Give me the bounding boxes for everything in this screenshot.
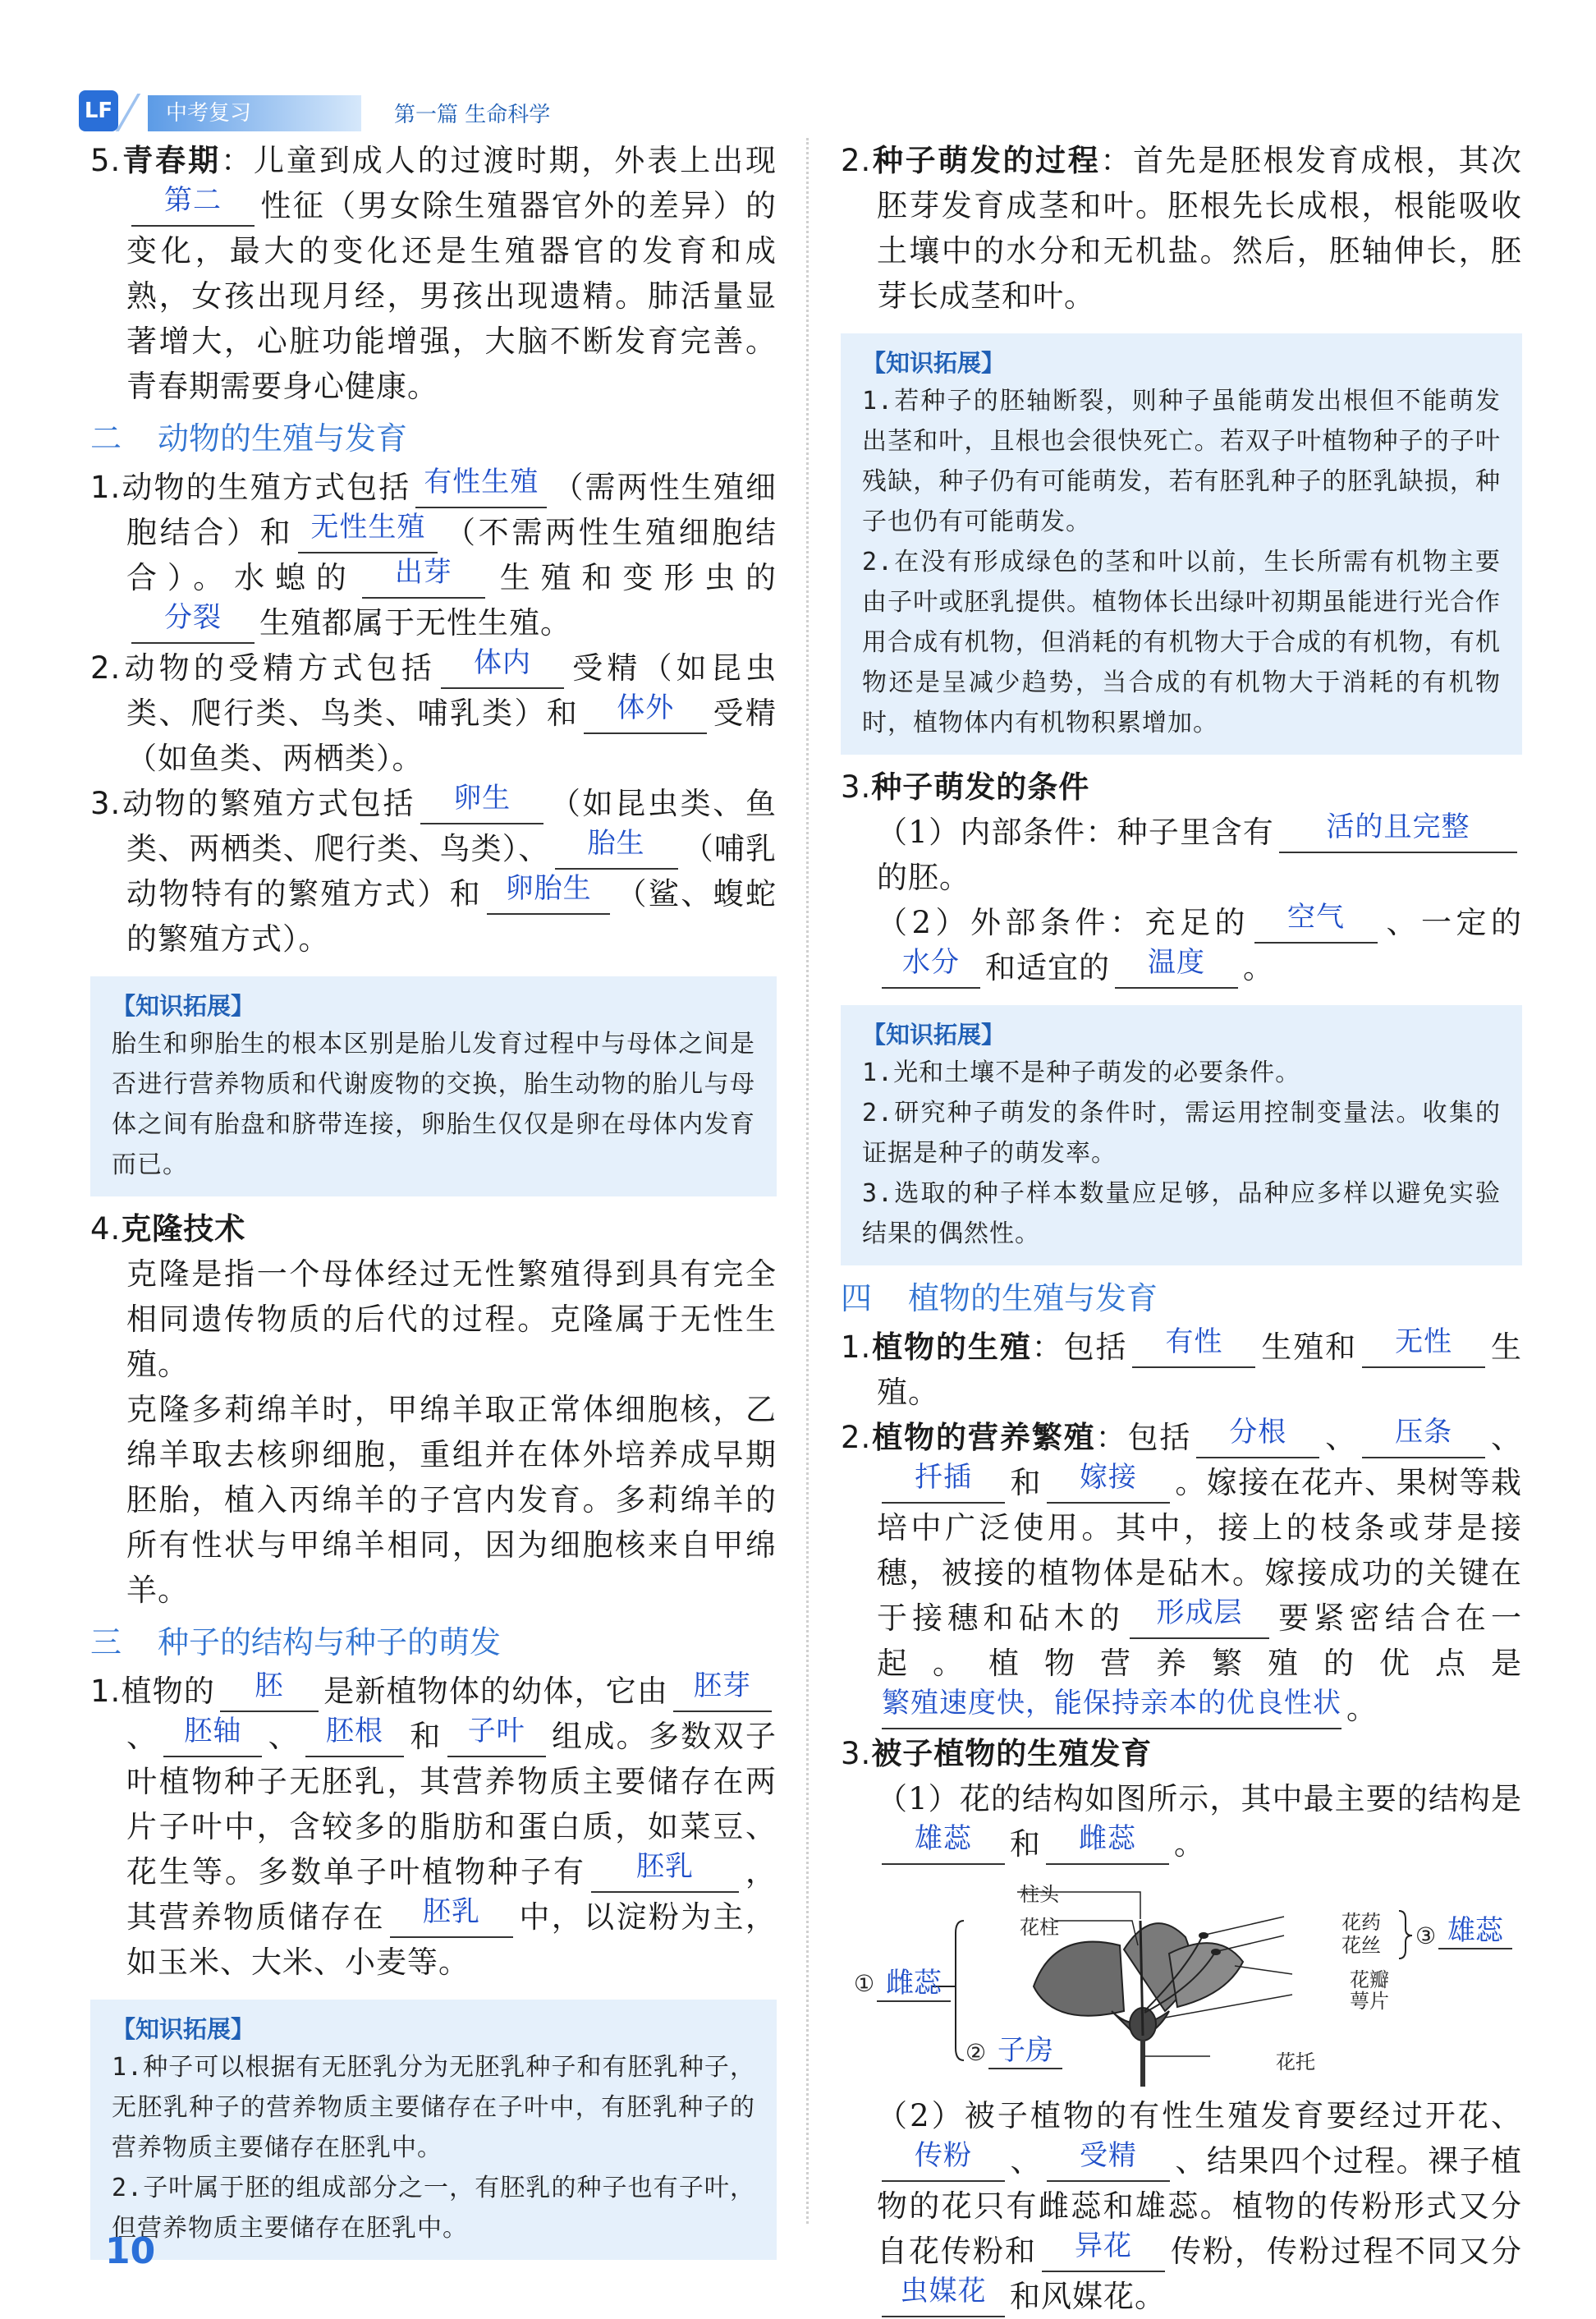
answer-blank: 体外 [584,696,707,734]
answer-blank: 卵生 [420,787,543,824]
section-heading: 三 种子的结构与种子的萌发 [90,1624,502,1660]
answer-blank: 第二 [131,189,255,227]
item-fertilization: 2.动物的受精方式包括 体内 受精（如昆虫类、爬行类、鸟类、哺乳类）和 体外 受精（如鱼类、两栖类）。 [90,646,777,776]
answer-blank: 分裂 [131,606,255,644]
label-filament: 花丝 [1341,1934,1381,1957]
answer-label-ovary: 子房 [988,2027,1062,2069]
right-column [841,138,1522,2319]
column-divider [806,138,809,2224]
condition-internal: （1）内部条件：种子里含有 活的且完整的胚。 [841,810,1522,900]
answer-blank: 胚芽 [673,1674,772,1712]
flower-diagram [841,1871,1522,2093]
label-sepal: 萼片 [1350,1990,1389,2013]
knowledge-box: 【知识拓展】 胎生和卵胎生的根本区别是胎儿发育过程中与母体之间是否进行营养物质和代谢废物的交换，胎生动物的胎儿与母体之间有胎盘和脐带连接，卵胎生仅仅是卵在母体内发育而已。 [90,976,777,1196]
answer-blank: 异花 [1042,2234,1165,2272]
page-header [79,89,551,135]
label-stigma: 柱头 [1020,1883,1059,1906]
item-vegetative-propagation: 2.植物的营养繁殖：包括 分根 、 压条 、扦插 和 嫁接 。嫁接在花卉、果树等栽培中广泛使用。其中，接上的枝条或芽是接穗，被接的植物体是砧木。嫁接成功的关键在于接穗和砧木的 形成层 要紧密结合在一起。植物营养繁殖的优点是繁殖速度快，能保持亲本的优良性状 。 [841,1415,1522,1731]
answer-blank: 体内 [441,651,564,689]
item-germination-conditions: 3.种子萌发的条件 [841,769,1090,805]
answer-blank: 水分 [882,951,980,989]
answer-blank: 虫媒花 [882,2280,1005,2317]
answer-blank: 嫁接 [1047,1466,1170,1504]
brace-right [1399,1911,1412,1959]
item-plant-reproduction: 1.植物的生殖：包括 有性 生殖和 无性 生殖。 [841,1325,1522,1410]
answer-label-pistil: 雌蕊 [877,1960,951,2002]
answer-blank: 活的且完整 [1279,815,1517,853]
label-petal: 花瓣 [1350,1968,1389,1991]
item-germination-process: 2.种子萌发的过程：首先是胚根发育成根，其次胚芽发育成茎和叶。胚根先长成根，根能吸收土壤中的水分和无机盐。然后，胚轴伸长，胚芽长成茎和叶。 [841,143,1523,314]
answer-blank: 无性生殖 [298,516,438,553]
flower-structure-text: （1）花的结构如图所示，其中最主要的结构是雄蕊 和 雌蕊 。 [841,1776,1522,1867]
answer-blank: 压条 [1362,1421,1485,1458]
answer-blank: 温度 [1115,951,1238,989]
brace-left [956,1921,964,2060]
answer-blank: 繁殖速度快，能保持亲本的优良性状 [882,1692,1341,1729]
knowledge-box: 【知识拓展】 1.若种子的胚轴断裂，则种子虽能萌发出根但不能萌发出茎和叶，且根也会很快死亡。若双子叶植物种子的子叶残缺，种子仍有可能萌发，若有胚乳种子的胚乳缺损，种子也仍有可能萌发。 2.在没有形成绿色的茎和叶以前，生长所需有机物主要由子叶或胚乳提供。植物体长出绿叶初期虽能进行光合作用合成有机物，但消耗的有机物大于合成的有机物，有机物还是呈减少趋势，当合成的有机物大于消耗的有机物时，植物体内有机物积累增加。 [841,333,1522,755]
item-breeding-modes: 3.动物的繁殖方式包括 卵生 （如昆虫类、鱼类、两栖类、爬行类、鸟类）、 胎生 （哺乳动物特有的繁殖方式）和 卵胎生 （鲨、蝮蛇的繁殖方式）。 [90,782,777,957]
marker-1: ① [854,1970,875,1997]
section-heading: 四 植物的生殖与发育 [841,1280,1158,1316]
answer-blank: 有性生殖 [415,471,547,508]
answer-blank: 胚根 [305,1720,404,1757]
cloning-text-1: 克隆是指一个母体经过无性繁殖得到具有完全相同遗传物质的后代的过程。克隆属于无性生殖。 [126,1256,777,1382]
answer-blank: 胚乳 [591,1855,739,1893]
answer-blank: 无性 [1362,1330,1485,1368]
answer-blank: 出芽 [362,561,485,599]
marker-2: ② [965,2039,987,2066]
answer-blank: 子叶 [447,1720,546,1757]
label-style: 花柱 [1020,1916,1059,1939]
answer-label-stamen: 雄蕊 [1438,1908,1512,1949]
knowledge-box: 【知识拓展】 1.种子可以根据有无胚乳分为无胚乳种子和有胚乳种子，无胚乳种子的营养物质主要储存在子叶中，有胚乳种子的营养物质主要储存在胚乳中。 2.子叶属于胚的组成部分之一，有胚乳的种子也有子叶，但营养物质主要储存在胚乳中。 [90,2000,777,2260]
answer-blank: 胚乳 [390,1900,513,1938]
answer-blank: 有性 [1132,1330,1255,1368]
answer-blank: 雄蕊 [882,1827,1005,1865]
left-column [90,138,777,2270]
answer-blank: 雌蕊 [1046,1827,1169,1865]
page-number: 10 [105,2230,156,2272]
answer-blank: 分根 [1196,1421,1319,1458]
answer-blank: 胚轴 [163,1720,262,1757]
item-seed-structure: 1.植物的 胚 是新植物体的幼体，它由 胚芽、 胚轴 、 胚根 和 子叶 组成。多数双子叶植物种子无胚乳，其营养物质主要储存在两片子叶中，含较多的脂肪和蛋白质，如菜豆、花生等。多数单子叶植物种子有 胚乳 ，其营养物质储存在 胚乳 中，以淀粉为主，如玉米、大米、小麦等。 [90,1669,777,1980]
header-tag: 中考复习 [148,95,361,131]
answer-blank: 传粉 [882,2144,1005,2182]
condition-external: （2）外部条件：充足的 空气 、一定的水分 和适宜的 温度 。 [841,900,1522,990]
pollination-text: （2）被子植物的有性生殖发育要经过开花、传粉 、 受精 、结果四个过程。裸子植物的花只有雌蕊和雄蕊。植物的传粉形式又分自花传粉和 异花 传粉，传粉过程不同又分虫媒花 和风媒花。 [841,2093,1522,2319]
marker-3: ③ [1415,1922,1437,1949]
answer-blank: 受精 [1047,2144,1170,2182]
answer-blank: 形成层 [1130,1601,1269,1639]
knowledge-box: 【知识拓展】 1.光和土壤不是种子萌发的必要条件。 2.研究种子萌发的条件时，需运用控制变量法。收集的证据是种子的萌发率。 3.选取的种子样本数量应足够，品种应多样以避免实验结果的偶然性。 [841,1005,1522,1265]
item-reproduction-modes: 1.动物的生殖方式包括 有性生殖 （需两性生殖细胞结合）和 无性生殖 （不需两性生殖细胞结合）。水螅的 出芽 生殖和变形虫的分裂 生殖都属于无性生殖。 [90,465,777,645]
flower-illustration [1034,1921,1243,2087]
header-divider [116,94,141,131]
answer-blank: 空气 [1254,906,1378,944]
label-anther: 花药 [1341,1911,1381,1934]
header-section: 第一篇 生命科学 [394,103,551,127]
cloning-text-2: 克隆多莉绵羊时，甲绵羊取正常体细胞核，乙绵羊取去核卵细胞，重组并在体外培养成早期胚胎，植入丙绵羊的子宫内发育。多莉绵羊的所有性状与甲绵羊相同，因为细胞核来自甲绵羊。 [126,1392,777,1608]
answer-blank: 胎生 [555,832,678,870]
brand-logo: LF [79,90,118,131]
label-receptacle: 花托 [1276,2050,1315,2073]
item-angiosperm-title: 3.被子植物的生殖发育 [841,1736,1153,1771]
answer-blank: 卵胎生 [487,877,610,915]
item-cloning-title: 4.克隆技术 [90,1211,246,1247]
answer-blank: 扦插 [882,1466,1005,1504]
item-puberty: 5.青春期：儿童到成人的过渡时期，外表上出现第二 性征（男女除生殖器官外的差异）的变化，最大的变化还是生殖器官的发育和成熟，女孩出现月经，男孩出现遗精。肺活量显著增大，心脏功能增强，大脑不断发育完善。青春期需要身心健康。 [90,143,777,404]
answer-blank: 胚 [220,1674,319,1712]
section-heading: 二 动物的生殖与发育 [90,420,408,457]
